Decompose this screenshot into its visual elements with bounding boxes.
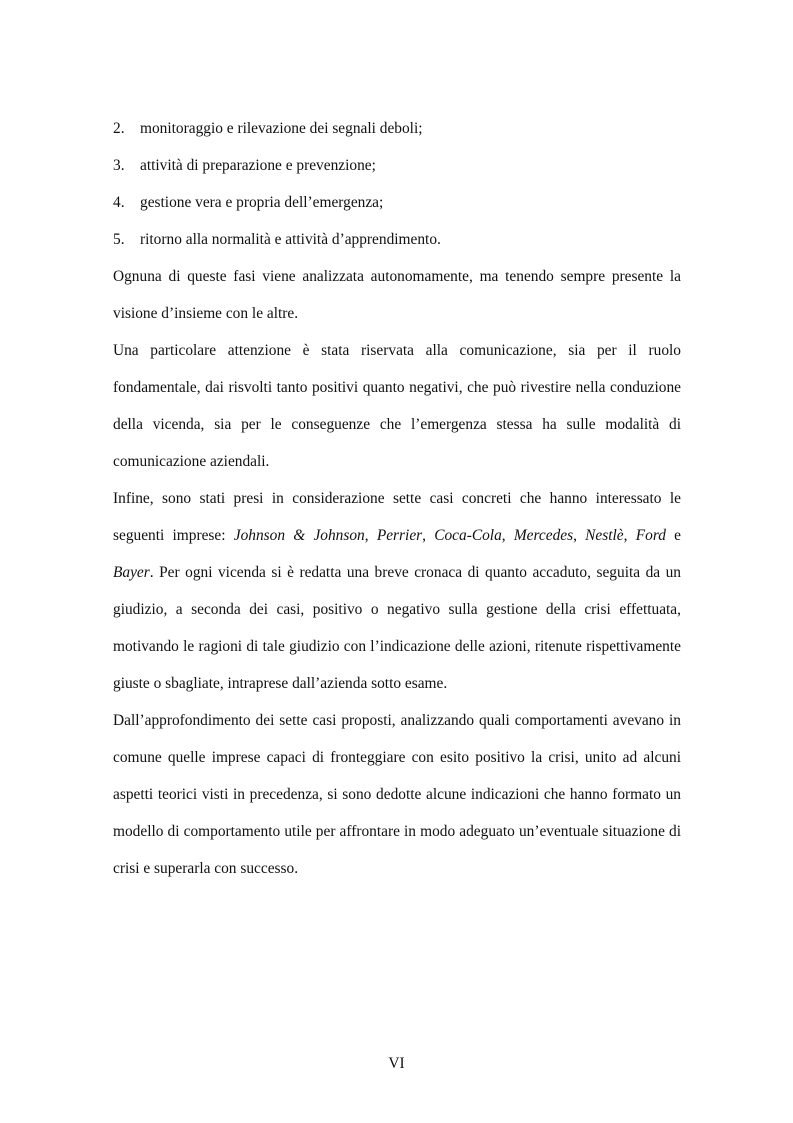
list-text: attività di preparazione e prevenzione; xyxy=(140,157,376,174)
list-item xyxy=(113,184,681,221)
paragraph-phases: Ognuna di queste fasi viene analizzata autonomamente, ma tenendo sempre presente la visione d’insieme con le altre. xyxy=(113,268,681,322)
company-name: Bayer xyxy=(113,564,150,581)
list-item xyxy=(113,147,681,184)
conjunction: e xyxy=(665,527,682,544)
company-name: Coca-Cola xyxy=(434,527,502,544)
case-studies-rest: . Per ogni vicenda si è redatta una breve cronaca di quanto accaduto, seguita da un giudizio, a seconda dei casi, positivo o negativo sulla gestione della crisi effettuata, motivando le ragioni di tale giudizio con l’indicazione delle azioni, ritenute rispettivamente giuste o sbagliate, intraprese dall’azienda sotto esame. xyxy=(113,564,681,692)
separator: , xyxy=(364,527,377,544)
list-item xyxy=(113,110,681,147)
separator: , xyxy=(573,527,586,544)
list-text: monitoraggio e rilevazione dei segnali deboli; xyxy=(140,120,423,137)
company-name: Mercedes xyxy=(513,527,574,544)
list-number: 3. xyxy=(113,157,125,174)
list-number: 4. xyxy=(113,194,125,211)
list-number: 2. xyxy=(113,120,125,137)
paragraph-communication: Una particolare attenzione è stata riservata alla comunicazione, sia per il ruolo fondamentale, dai risvolti tanto positivi quanto negativi, che può rivestire nella conduzione della vicenda, sia per le conseguenze che l’emergenza stessa ha sulle modalità di comunicazione aziendali. xyxy=(113,342,681,470)
separator: , xyxy=(623,527,636,544)
separator: , xyxy=(422,527,435,544)
page-body xyxy=(113,110,681,887)
list-item xyxy=(113,221,681,258)
company-name: Nestlè xyxy=(585,527,624,544)
separator: , xyxy=(501,527,514,544)
paragraph-conclusion: Dall’approfondimento dei sette casi proposti, analizzando quali comportamenti avevano in comune quelle imprese capaci di fronteggiare con esito positivo la crisi, unito ad alcuni aspetti teorici visti in precedenza, si sono dedotte alcune indicazioni che hanno formato un modello di comportamento utile per affrontare in modo adeguato un’eventuale situazione di crisi e superarla con successo. xyxy=(113,712,681,877)
list-number: 5. xyxy=(113,231,125,248)
company-name: Johnson & Johnson xyxy=(233,527,365,544)
list-text: ritorno alla normalità e attività d’apprendimento. xyxy=(140,231,441,248)
company-name: Ford xyxy=(635,527,666,544)
list-text: gestione vera e propria dell’emergenza; xyxy=(140,194,384,211)
company-name: Perrier xyxy=(376,527,423,544)
page-number: VI xyxy=(388,1055,405,1072)
paragraph-case-studies xyxy=(113,480,681,702)
case-studies-intro: Infine, sono stati presi in considerazione sette casi concreti che hanno interessato le seguenti imprese: xyxy=(113,490,681,544)
